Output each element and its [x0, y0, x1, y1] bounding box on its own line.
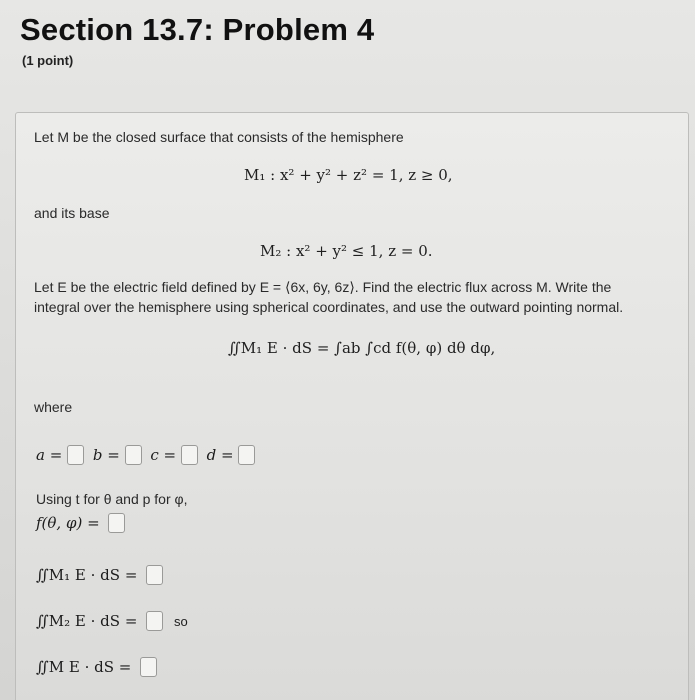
flux-m1-row	[36, 565, 163, 585]
d-label: d =	[206, 446, 234, 464]
f-row	[36, 513, 125, 533]
points-label: (1 point)	[22, 53, 74, 68]
a-label: a =	[36, 446, 63, 464]
f-input[interactable]	[108, 513, 125, 533]
b-input[interactable]	[125, 445, 142, 465]
flux-m1-label: ∬M₁ E · dS =	[36, 566, 138, 584]
field-text-line2: integral over the hemisphere using spherical coordinates, and use the outward pointing normal.	[34, 299, 624, 315]
so-text: so	[173, 614, 188, 629]
a-input[interactable]	[67, 445, 84, 465]
equation-base: M₂ : x² + y² ≤ 1, z = 0.	[260, 242, 433, 260]
field-text-line1: Let E be the electric field defined by E = ⟨6x, 6y, 6z⟩. Find the electric flux across M. Write the	[34, 279, 612, 295]
flux-integral-equation: ∬M₁ E · dS = ∫ab ∫cd f(θ, φ) dθ dφ,	[228, 339, 496, 357]
flux-m-row	[36, 657, 157, 677]
c-input[interactable]	[181, 445, 198, 465]
c-label: c =	[150, 446, 177, 464]
b-label: b =	[92, 446, 120, 464]
f-label: f(θ, φ) =	[36, 514, 100, 532]
intro-text: Let M be the closed surface that consists of the hemisphere	[34, 129, 404, 145]
equation-hemisphere: M₁ : x² + y² + z² = 1, z ≥ 0,	[244, 166, 453, 184]
where-text: where	[34, 399, 73, 415]
limits-row	[36, 445, 255, 465]
page-title: Section 13.7: Problem 4	[20, 12, 375, 47]
using-text: Using t for θ and p for φ,	[36, 491, 188, 507]
flux-m-input[interactable]	[140, 657, 157, 677]
problem-card	[15, 112, 689, 700]
flux-m1-input[interactable]	[146, 565, 163, 585]
flux-m2-label: ∬M₂ E · dS =	[36, 612, 138, 630]
flux-m2-input[interactable]	[146, 611, 163, 631]
flux-m2-row	[36, 611, 188, 631]
d-input[interactable]	[238, 445, 255, 465]
base-text: and its base	[34, 205, 110, 221]
flux-m-label: ∬M E · dS =	[36, 658, 132, 676]
